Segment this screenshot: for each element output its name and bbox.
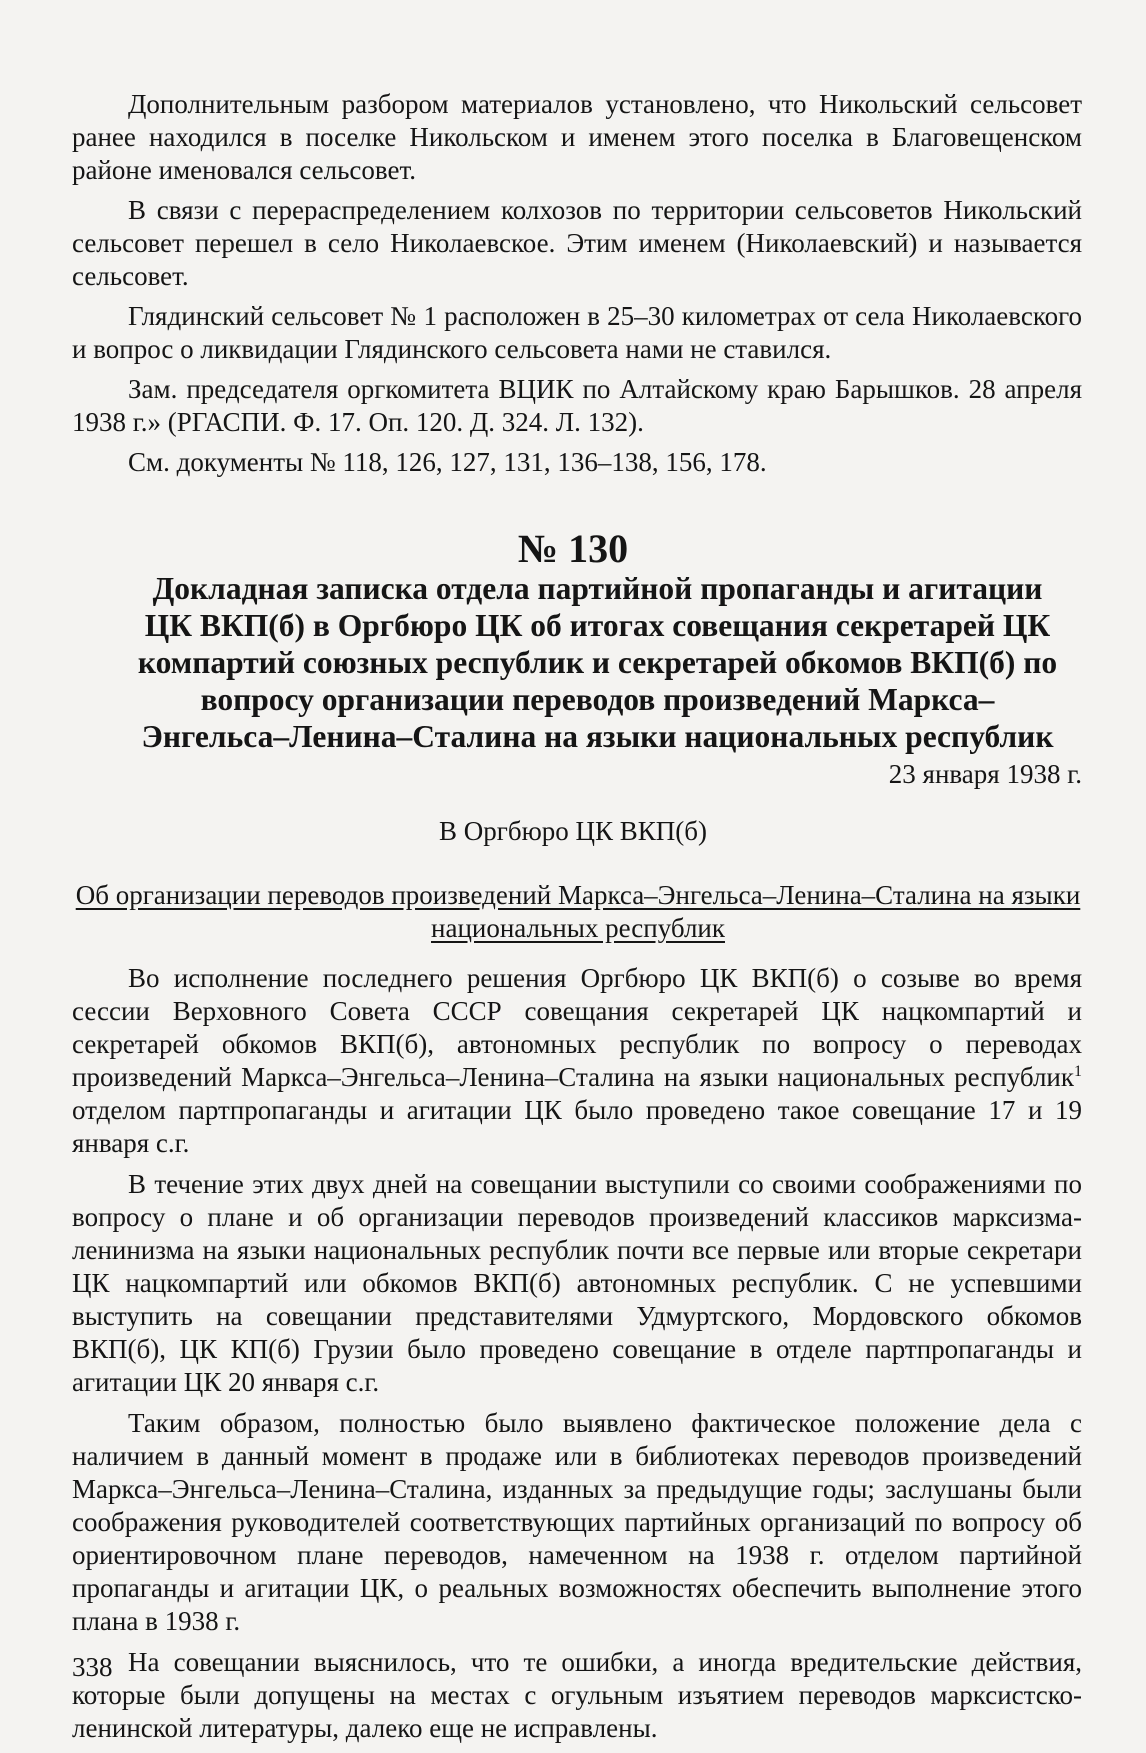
body-paragraph-1-start: Во исполнение последнего решения Оргбюро ЦК ВКП(б) о созыве во время сессии Верховного Совета СССР совещания секретарей ЦК нацкомпартий и секретарей обкомов ВКП(б), автономных республик по вопросу о переводах произведений Маркса–Энгельса–Ленина–Сталина на языки национальных республик [72, 963, 1082, 1092]
document-addressee: В Оргбюро ЦК ВКП(б) [439, 816, 707, 846]
body-paragraph: На совещании выяснилось, что те ошибки, а иногда вредительские действия, которые были допущены на местах с огульным изъятием переводов марксистско-ленинской литературы, далеко еще не исправлены. [72, 1647, 1082, 1743]
body-paragraph: В течение этих двух дней на совещании выступили со своими соображениями по вопросу о плане и об организации переводов произведений классиков марксизма-ленинизма на языки национальных республик почти все первые или вторые секретари ЦК нацкомпартий или обкомов ВКП(б) автономных республик. С не успевшими выступить на совещании представителями Удмуртского, Мордовского обкомов ВКП(б), ЦК КП(б) Грузии было проведено совещание в отделе партпропаганды и агитации ЦК 20 января с.г. [72, 1169, 1082, 1397]
document-body [72, 962, 1082, 1753]
footnote-marker: 1 [1074, 1063, 1082, 1080]
document-subject: Об организации переводов произведений Маркса–Энгельса–Ленина–Сталина на языки национальных республик [75, 880, 1081, 943]
document-title: Докладная записка отдела партийной пропаганды и агитации ЦК ВКП(б) в Оргбюро ЦК об итогах совещания секретарей ЦК компартий союзных республик и секретарей обкомов ВКП(б) по вопросу организации переводов произведений Маркса–Энгельса–Ленина–Сталина на языки национальных республик [137, 571, 1058, 754]
prelim-paragraph: В связи с перераспределением колхозов по территории сельсоветов Никольский сельсовет перешел в село Николаевское. Этим именем (Николаевский) и называется сельсовет. [72, 195, 1082, 291]
page-number: 338 [72, 1652, 113, 1682]
document-number: № 130 [517, 526, 629, 571]
body-paragraph [72, 962, 1082, 1160]
document-date: 23 января 1938 г. [888, 759, 1082, 789]
prelim-paragraph: См. документы № 118, 126, 127, 131, 136–138, 156, 178. [128, 447, 767, 477]
body-paragraph-1-end: отделом партпропаганды и агитации ЦК было проведено такое совещание 17 и 19 января с.г. [72, 1095, 1082, 1158]
body-paragraph: Таким образом, полностью было выявлено фактическое положение дела с наличием в данный момент в продаже или в библиотеках переводов произведений Маркса–Энгельса–Ленина–Сталина, изданных за предыдущие годы; заслушаны были соображения руководителей соответствующих партийных организаций по вопросу об ориентировочном плане переводов, намеченном на 1938 г. отделом партийной пропаганды и агитации ЦК, о реальных возможностях обеспечить выполнение этого плана в 1938 г. [72, 1408, 1082, 1636]
prelim-paragraph: Зам. председателя оргкомитета ВЦИК по Алтайскому краю Барышков. 28 апреля 1938 г.» (РГАСПИ. Ф. 17. Оп. 120. Д. 324. Л. 132). [72, 374, 1082, 437]
prelim-paragraph: Дополнительным разбором материалов установлено, что Никольский сельсовет ранее находился в поселке Никольском и именем этого поселка в Благовещенском районе именовался сельсовет. [72, 89, 1082, 185]
prelim-paragraph: Глядинский сельсовет № 1 расположен в 25–30 километрах от села Николаевского и вопрос о ликвидации Глядинского сельсовета нами не ставился. [72, 301, 1082, 364]
preliminary-text [72, 88, 1082, 486]
